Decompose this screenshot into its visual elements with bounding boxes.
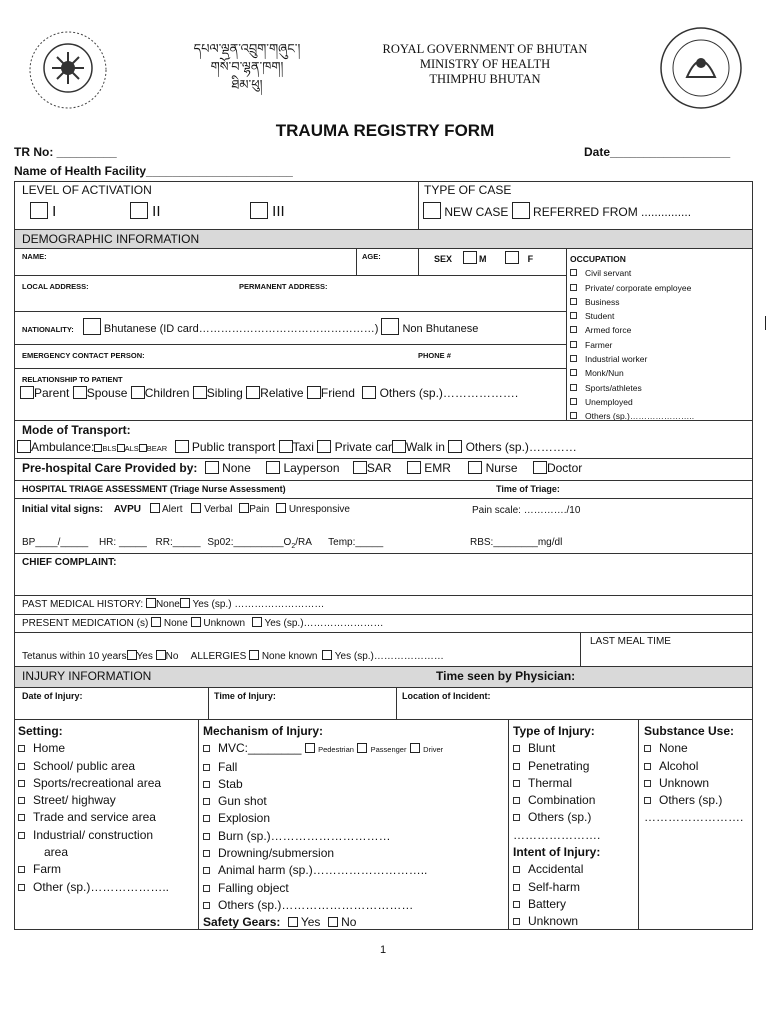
page-number: 1 — [380, 944, 387, 956]
mech-burn[interactable]: Burn (sp.)………………………… — [203, 828, 443, 845]
injury-title: INJURY INFORMATION — [22, 669, 152, 683]
friend-checkbox[interactable] — [307, 386, 321, 399]
mech-fall[interactable]: Fall — [203, 759, 443, 776]
substance-title: Substance Use: — [644, 724, 735, 738]
sibling-label: Sibling — [206, 386, 243, 400]
level-3-checkbox[interactable] — [250, 202, 268, 219]
phone-label: PHONE # — [418, 351, 451, 360]
mech-drowning[interactable]: Drowning/submersion — [203, 845, 443, 862]
pre-emr-label: EMR — [424, 461, 451, 475]
others-relation-label: Others (sp.)………………. — [379, 386, 519, 400]
alert-label: Alert — [161, 504, 183, 515]
friend-label: Friend — [320, 386, 355, 400]
type-thermal[interactable]: Thermal — [513, 775, 600, 792]
transport-options — [17, 440, 577, 454]
last-meal-label: LAST MEAL TIME — [590, 636, 671, 647]
female-checkbox[interactable] — [505, 251, 519, 264]
mech-animal[interactable]: Animal harm (sp.)……………………….. — [203, 862, 443, 879]
mech-mvc[interactable]: MVC:________ Pedestrian Passenger Driver — [203, 740, 443, 758]
level-3-label: III — [272, 203, 285, 220]
walk-in-checkbox[interactable] — [392, 440, 406, 453]
new-case-checkbox[interactable] — [423, 202, 441, 219]
form-title: TRAUMA REGISTRY FORM — [275, 121, 495, 140]
pre-sar-checkbox[interactable] — [353, 461, 367, 474]
pain-label: Pain — [249, 504, 270, 515]
bhutanese-label: Bhutanese (ID card…………………………………………) — [103, 323, 379, 335]
others-transport-checkbox[interactable] — [448, 440, 462, 453]
pre-sar-label: SAR — [366, 461, 392, 475]
occ-farmer[interactable]: Farmer — [570, 338, 694, 352]
non-bhutanese-checkbox[interactable] — [381, 318, 399, 335]
type-combination[interactable]: Combination — [513, 792, 600, 809]
non-bhutanese-label: Non Bhutanese — [402, 323, 479, 335]
triage-title: HOSPITAL TRIAGE ASSESSMENT (Triage Nurse Assessment) — [22, 484, 286, 494]
pmh-yes-checkbox[interactable] — [180, 598, 190, 608]
pmed-unknown-checkbox[interactable] — [191, 617, 201, 627]
verbal-label: Verbal — [204, 504, 233, 515]
pre-none-checkbox[interactable] — [205, 461, 219, 474]
verbal-checkbox[interactable] — [191, 503, 201, 513]
hr-field[interactable]: HR: _____ — [98, 537, 147, 548]
als-label: ALS — [124, 444, 139, 453]
setting-industrial[interactable]: Industrial/ construction — [18, 827, 169, 844]
intent-self-harm[interactable]: Self-harm — [513, 879, 600, 896]
pre-nurse-checkbox[interactable] — [468, 461, 482, 474]
pain-checkbox[interactable] — [239, 503, 249, 513]
pmed-yes-label: Yes (sp.)…………………… — [264, 618, 384, 629]
bp-field[interactable]: BP____/_____ — [22, 537, 89, 548]
text-cursor — [765, 316, 766, 330]
dzongkha-line-1: དཔལ་ལྡན་འབྲུག་གཞུང་། — [193, 41, 301, 56]
health-facility[interactable]: Name of Health Facility______________________ — [14, 164, 293, 178]
allergies-yes-label: Yes (sp.)………………… — [334, 651, 444, 662]
als-checkbox[interactable] — [117, 444, 125, 452]
setting-street[interactable]: Street/ highway — [18, 792, 169, 809]
relationship-label: RELATIONSHIP TO PATIENT — [22, 375, 123, 384]
nationality-label: NATIONALITY: — [22, 325, 74, 334]
bhutan-emblem-logo — [22, 28, 114, 112]
vitals-label: Initial vital signs: — [22, 504, 104, 515]
time-injury-label: Time of Injury: — [214, 691, 276, 701]
female-label: F — [527, 254, 534, 264]
rbs-field[interactable]: RBS:________mg/dl — [470, 537, 563, 548]
tetanus-yes-label: Yes — [136, 651, 153, 662]
occ-private-employee[interactable]: Private/ corporate employee — [570, 281, 694, 295]
setting-title: Setting: — [18, 724, 63, 738]
taxi-checkbox[interactable] — [279, 440, 293, 453]
allergies-none-label: None known — [261, 651, 318, 662]
new-case-label: NEW CASE — [444, 205, 509, 219]
level-2-checkbox[interactable] — [130, 202, 148, 219]
case-type-title: TYPE OF CASE — [424, 183, 512, 197]
substance-unknown[interactable]: Unknown — [644, 775, 743, 792]
level-1-label: I — [52, 203, 57, 220]
occ-monk-nun[interactable]: Monk/Nun — [570, 366, 694, 380]
unresponsive-checkbox[interactable] — [276, 503, 286, 513]
intent-unknown[interactable]: Unknown — [513, 913, 600, 930]
pain-scale[interactable]: Pain scale: …………./10 — [472, 505, 581, 516]
relative-label: Relative — [260, 386, 304, 400]
spouse-checkbox[interactable] — [73, 386, 87, 399]
allergies-none-checkbox[interactable] — [249, 650, 259, 660]
pmh-none-label: None — [155, 599, 180, 610]
pmed-none-checkbox[interactable] — [151, 617, 161, 627]
ministry-title: MINISTRY OF HEALTH — [419, 57, 551, 71]
pedestrian-checkbox[interactable] — [305, 743, 315, 753]
level-2-label: II — [152, 203, 161, 220]
pre-nurse-label: Nurse — [485, 461, 518, 475]
pre-layperson-checkbox[interactable] — [266, 461, 280, 474]
driver-checkbox[interactable] — [410, 743, 420, 753]
male-label: M — [479, 254, 487, 264]
type-others-line[interactable]: …………………. — [513, 827, 601, 842]
pmed-yes-checkbox[interactable] — [252, 617, 262, 627]
occ-business[interactable]: Business — [570, 295, 694, 309]
location-label: Location of Incident: — [402, 691, 491, 701]
passenger-checkbox[interactable] — [357, 743, 367, 753]
gov-title: ROYAL GOVERNMENT OF BHUTAN — [382, 42, 588, 56]
prehospital-row — [22, 461, 582, 475]
allergies-yes-checkbox[interactable] — [322, 650, 332, 660]
public-transport-checkbox[interactable] — [175, 440, 189, 453]
pre-emr-checkbox[interactable] — [407, 461, 421, 474]
mechanism-title: Mechanism of Injury: — [203, 724, 324, 738]
spouse-label: Spouse — [86, 386, 128, 400]
relationship-options — [20, 386, 518, 400]
type-others[interactable]: Others (sp.) — [513, 809, 600, 826]
pmh-yes-label: Yes (sp.) ……………………… — [192, 599, 325, 610]
level-1-checkbox[interactable] — [30, 202, 48, 219]
taxi-label: Taxi — [292, 440, 314, 454]
type-injury-title: Type of Injury: — [513, 724, 595, 738]
pmed-none-label: None — [163, 618, 188, 629]
mech-explosion[interactable]: Explosion — [203, 810, 443, 827]
mech-stab[interactable]: Stab — [203, 776, 443, 793]
pre-none-label: None — [222, 461, 251, 475]
occ-others[interactable]: Others (sp.)………………….. — [570, 409, 694, 423]
dzongkha-line-2: གསོ་བ་ལྷན་ཁག། — [210, 59, 284, 74]
type-blunt[interactable]: Blunt — [513, 740, 600, 757]
safety-yes-checkbox[interactable] — [288, 917, 298, 927]
pmed-unknown-label: Unknown — [203, 618, 246, 629]
setting-school[interactable]: School/ public area — [18, 758, 169, 775]
age-label: AGE: — [362, 252, 381, 261]
male-checkbox[interactable] — [463, 251, 477, 264]
tr-no[interactable]: TR No: _________ — [14, 145, 117, 159]
occ-unemployed[interactable]: Unemployed — [570, 395, 694, 409]
intent-title: Intent of Injury: — [513, 845, 601, 860]
permanent-address-label: PERMANENT ADDRESS: — [239, 282, 328, 291]
occ-industrial-worker[interactable]: Industrial worker — [570, 352, 694, 366]
tetanus-yes-checkbox[interactable] — [127, 650, 137, 660]
setting-sports[interactable]: Sports/recreational area — [18, 775, 169, 792]
triage-time-label: Time of Triage: — [496, 484, 560, 494]
mech-gunshot[interactable]: Gun shot — [203, 793, 443, 810]
alert-checkbox[interactable] — [150, 503, 160, 513]
parent-label: Parent — [34, 386, 70, 400]
setting-other[interactable]: Other (sp.)……………….. — [18, 879, 169, 896]
occ-civil-servant[interactable]: Civil servant — [570, 266, 694, 280]
occ-armed-force[interactable]: Armed force — [570, 323, 694, 337]
local-address-label: LOCAL ADDRESS: — [22, 282, 89, 291]
spo2-field[interactable]: $Sp02:\_\_\_\_\_\_\_\_\_O_2/RA$ — [207, 537, 312, 550]
others-transport-label: Others (sp.)………… — [465, 440, 577, 454]
pmh-label: PAST MEDICAL HISTORY: — [22, 599, 144, 610]
occupation-title: OCCUPATION — [570, 254, 626, 264]
mech-falling-object[interactable]: Falling object — [203, 880, 443, 897]
demographic-title: DEMOGRAPHIC INFORMATION — [22, 232, 200, 246]
children-checkbox[interactable] — [131, 386, 145, 399]
type-penetrating[interactable]: Penetrating — [513, 758, 600, 775]
rr-field[interactable]: RR:_____ — [155, 537, 201, 548]
date-injury-label: Date of Injury: — [22, 691, 83, 701]
substance-alcohol[interactable]: Alcohol — [644, 758, 743, 775]
others-relation-checkbox[interactable] — [362, 386, 376, 399]
children-label: Children — [144, 386, 190, 400]
intent-accidental[interactable]: Accidental — [513, 861, 600, 878]
setting-farm[interactable]: Farm — [18, 861, 169, 878]
location-title: THIMPHU BHUTAN — [429, 72, 541, 86]
ambulance-checkbox[interactable] — [17, 440, 31, 453]
setting-home[interactable]: Home — [18, 740, 169, 757]
pre-doctor-label: Doctor — [546, 461, 583, 475]
dzongkha-line-3: ཐིམ་ཕུ། — [231, 77, 263, 92]
bls-label: BLS — [102, 444, 117, 453]
mech-others[interactable]: Others (sp.)…………………………… — [203, 897, 443, 914]
public-transport-label: Public transport — [191, 440, 276, 454]
setting-industrial-cont: area — [44, 845, 69, 860]
substance-none[interactable]: None — [644, 740, 743, 757]
ministry-health-seal-logo — [657, 25, 745, 111]
parent-checkbox[interactable] — [20, 386, 34, 399]
tetanus-label: Tetanus within 10 years — [22, 651, 127, 662]
bear-label: BEAR — [146, 444, 168, 453]
prehospital-title: Pre-hospital Care Provided by: — [22, 461, 198, 475]
ambulance-label: Ambulance: — [31, 440, 95, 454]
private-car-checkbox[interactable] — [317, 440, 331, 453]
private-car-label: Private car — [334, 440, 392, 454]
occ-student[interactable]: Student — [570, 309, 694, 323]
tetanus-no-checkbox[interactable] — [156, 650, 166, 660]
intent-battery[interactable]: Battery — [513, 896, 600, 913]
bear-checkbox[interactable] — [139, 444, 147, 452]
safety-gears-row: Safety Gears: Yes No — [203, 915, 357, 930]
name-label: NAME: — [22, 252, 47, 261]
transport-title: Mode of Transport: — [22, 423, 131, 437]
relative-checkbox[interactable] — [246, 386, 260, 399]
time-seen-label: Time seen by Physician: — [436, 669, 576, 683]
emergency-contact-label: EMERGENCY CONTACT PERSON: — [22, 351, 145, 360]
pre-doctor-checkbox[interactable] — [533, 461, 547, 474]
tetanus-no-label: No — [165, 651, 179, 662]
avpu-label: AVPU — [113, 504, 141, 515]
pmh-none-checkbox[interactable] — [146, 598, 156, 608]
chief-complaint-label: CHIEF COMPLAINT: — [22, 557, 117, 568]
sex-label: SEX — [434, 254, 453, 264]
pmed-label: PRESENT MEDICATION (s) — [22, 618, 149, 629]
allergies-label: ALLERGIES — [190, 651, 247, 662]
substance-others-line[interactable]: ……………………. — [644, 810, 744, 825]
temp-field[interactable]: Temp:_____ — [328, 537, 384, 548]
activation-title: LEVEL OF ACTIVATION — [22, 183, 152, 197]
bhutanese-checkbox[interactable] — [83, 318, 101, 335]
sibling-checkbox[interactable] — [193, 386, 207, 399]
referred-label: REFERRED FROM ............... — [533, 205, 692, 219]
referred-checkbox[interactable] — [512, 202, 530, 219]
occ-sports-athletes[interactable]: Sports/athletes — [570, 381, 694, 395]
pre-layperson-label: Layperson — [283, 461, 340, 475]
unresponsive-label: Unresponsive — [288, 504, 350, 515]
vitals-row — [22, 503, 350, 515]
setting-trade[interactable]: Trade and service area — [18, 809, 169, 826]
safety-no-checkbox[interactable] — [328, 917, 338, 927]
substance-others[interactable]: Others (sp.) — [644, 792, 743, 809]
date-field[interactable]: Date__________________ — [584, 145, 731, 159]
walk-in-label: Walk in — [405, 440, 445, 454]
